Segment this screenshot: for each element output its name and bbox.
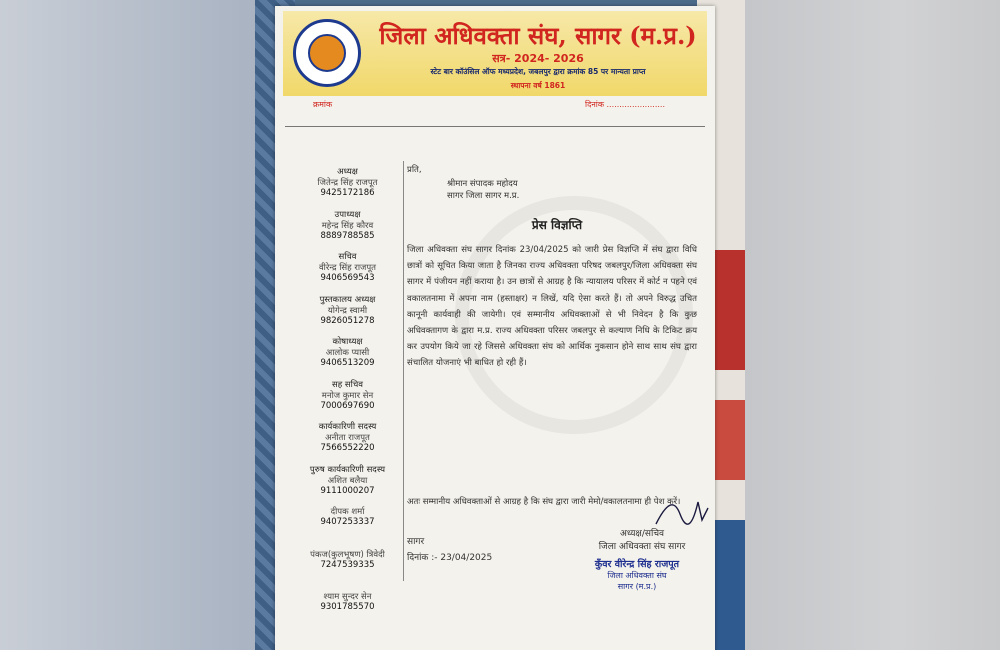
office-bearer bbox=[295, 166, 400, 209]
bearer-name: आलोक प्यासी bbox=[325, 348, 370, 358]
office-bearer bbox=[295, 421, 400, 464]
bearer-phone: 9406513209 bbox=[320, 358, 375, 368]
signatory-block bbox=[577, 526, 707, 552]
office-bearer bbox=[295, 591, 400, 634]
bearer-role: अध्यक्ष bbox=[337, 167, 358, 177]
bearer-name: योगेन्द्र स्वामी bbox=[327, 305, 368, 316]
blurred-background-right bbox=[745, 0, 1000, 650]
stamp-organization: जिला अधिवक्ता संघ bbox=[607, 571, 667, 580]
bearer-phone: 9406569543 bbox=[320, 273, 375, 283]
bearer-role: कार्यकारिणी सदस्य bbox=[318, 422, 377, 432]
salutation: प्रति, bbox=[407, 165, 422, 175]
place: सागर bbox=[407, 537, 425, 547]
office-bearer bbox=[295, 506, 400, 549]
bearer-name: महेन्द्र सिंह कौरव bbox=[321, 220, 374, 231]
bearer-phone: 9407253337 bbox=[320, 517, 375, 527]
issue-date: दिनांक :- 23/04/2025 bbox=[407, 553, 493, 563]
bearer-phone: 7000697690 bbox=[320, 400, 375, 411]
bearer-role: पुस्तकालय अध्यक्ष bbox=[319, 294, 376, 305]
bearer-role: कोषाध्यक्ष bbox=[332, 337, 363, 347]
bearer-role: सह सचिव bbox=[331, 379, 364, 390]
addressee-line-1: श्रीमान संपादक महोदय bbox=[447, 179, 518, 189]
document-photo bbox=[255, 0, 745, 650]
handwritten-signature bbox=[652, 494, 712, 530]
established-year: स्थापना वर्ष 1861 bbox=[510, 81, 566, 90]
column-divider bbox=[403, 161, 404, 581]
office-bearer bbox=[295, 251, 400, 294]
bearer-phone: 9425172186 bbox=[320, 188, 375, 198]
blurred-background-left bbox=[0, 0, 255, 650]
bearer-name: जितेन्द्र सिंह राजपूत bbox=[317, 178, 378, 188]
office-bearer bbox=[295, 209, 400, 252]
bearer-phone: 9301785570 bbox=[320, 602, 375, 612]
session-years: सत्र- 2024- 2026 bbox=[492, 52, 584, 65]
letterhead bbox=[283, 11, 707, 96]
stamp-name: कुँवर वीरेन्द्र सिंह राजपूत bbox=[594, 559, 680, 570]
association-title: जिला अधिवक्ता संघ, सागर (म.प्र.) bbox=[379, 21, 697, 50]
association-seal-icon bbox=[293, 19, 361, 87]
bearer-name: अशित बलैया bbox=[327, 475, 368, 486]
official-stamp bbox=[567, 557, 707, 592]
office-bearer bbox=[295, 464, 400, 507]
bearer-name: अनीता राजपूत bbox=[325, 433, 370, 443]
bearer-name: मनोज कुमार सेन bbox=[321, 390, 374, 401]
bearer-role: सचिव bbox=[338, 252, 357, 262]
bearer-name: वीरेन्द्र सिंह राजपूत bbox=[318, 263, 377, 273]
reference-number-label: क्रमांक bbox=[313, 100, 333, 109]
bearer-phone: 7566552220 bbox=[320, 443, 375, 453]
bearer-role: पुरुष कार्यकारिणी सदस्य bbox=[309, 464, 386, 475]
press-release-heading: प्रेस विज्ञप्ति bbox=[531, 218, 583, 232]
office-bearers-list bbox=[295, 166, 400, 634]
bearer-name: श्याम सुन्दर सेन bbox=[323, 592, 372, 602]
office-bearer bbox=[295, 294, 400, 337]
bearer-phone: 7247539335 bbox=[320, 559, 375, 570]
date-label-top: दिनांक ....................... bbox=[585, 100, 666, 109]
press-release-paragraph: जिला अधिवक्ता संघ सागर दिनांक 23/04/2025 को जारी प्रेस विज्ञप्ति में संघ द्वारा विधि छात्रों को सूचित किया जाता है जिनका राज्य अधिवक्ता परिषद जबलपुर/जिला अधिवक्ता संघ सागर में पंजीयन नहीं कराया है। उन छात्रों से आग्रह है कि न्यायालय परिसर में कोर्ट न पहने एवं वकालतनामा में अपना नाम (हस्ताक्षर) न लिखें, यदि ऐसा करते हैं। तो अपने विरुद्ध उचित कानूनी कार्यवाही की जायेगी। एवं सम्मानीय अधिवक्ताओं से भी निवेदन है कि कुछ अधिवक्तागण के द्वारा म.प्र. राज्य अधिवक्ता परिसर जबलपुर से कल्याण निधि के टिकिट क्रय कर उपयोग किये जा रहे जिससे अधिवक्ता संघ को आर्थिक नुकसान होने साथ साथ संघ द्वारा संचालित योजनाएं भी बाधित हो रही हैं। bbox=[407, 245, 697, 369]
bearer-phone: 8889788585 bbox=[320, 230, 375, 241]
stamp-place: सागर (म.प्र.) bbox=[617, 582, 657, 591]
office-bearer bbox=[295, 379, 400, 422]
recognition-line: स्टेट बार कॉउंसिल ऑफ मध्यप्रदेश, जबलपुर द्वारा क्रमांक 85 पर मान्यता प्राप्त bbox=[430, 67, 646, 76]
press-release-letter bbox=[275, 6, 715, 650]
addressee-line-2: सागर जिला सागर म.प्र. bbox=[447, 191, 520, 201]
bearer-phone: 9826051278 bbox=[320, 315, 375, 326]
signatory-organization: जिला अधिवक्ता संघ सागर bbox=[598, 542, 686, 552]
bearer-phone: 9111000207 bbox=[320, 485, 375, 496]
closing-request: अतः सम्मानीय अधिवक्ताओं से आग्रह है कि संघ द्वारा जारी मेमो/वकालतनामा ही पेश करें। bbox=[407, 497, 681, 507]
divider bbox=[285, 126, 705, 127]
bearer-role: उपाध्यक्ष bbox=[334, 209, 361, 220]
signatory-title: अध्यक्ष/सचिव bbox=[619, 529, 665, 539]
office-bearer bbox=[295, 549, 400, 592]
office-bearer bbox=[295, 336, 400, 379]
bearer-name: पंकज(कुलभूषण) त्रिवेदी bbox=[310, 549, 385, 560]
bearer-name: दीपक शर्मा bbox=[330, 507, 365, 517]
